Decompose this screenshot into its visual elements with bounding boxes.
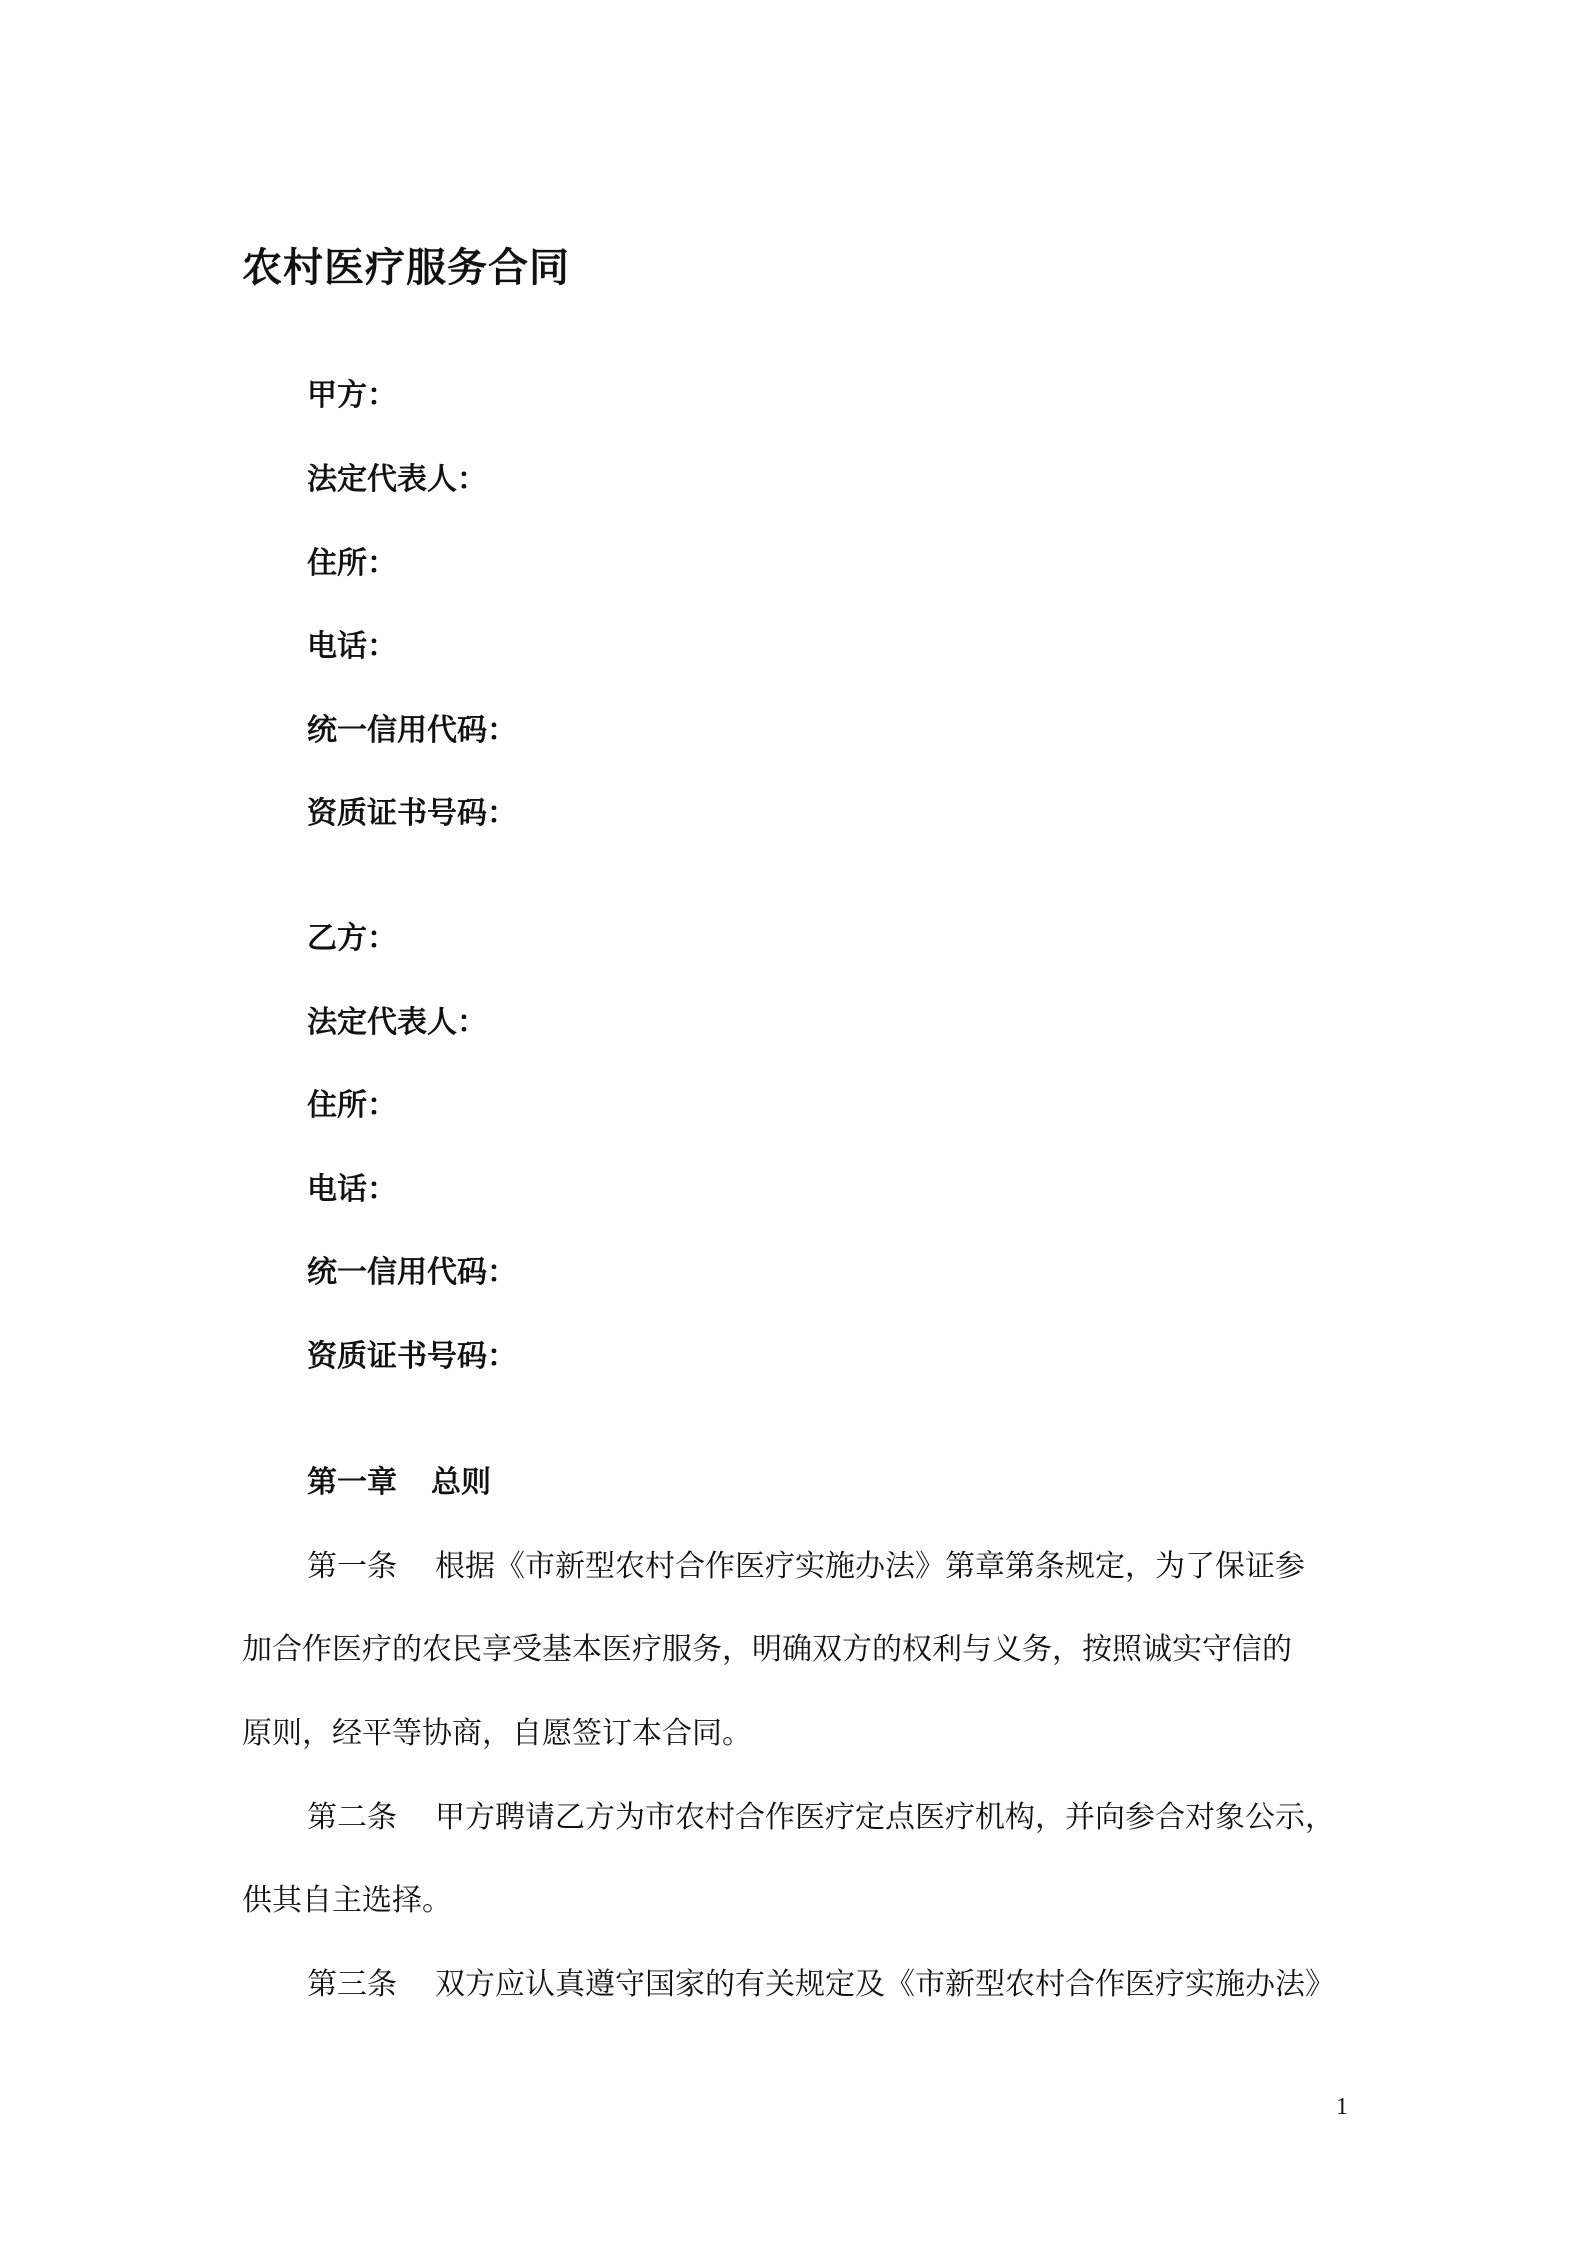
article-1-line-1 [307, 1541, 1305, 1585]
party-b-credit-code: 统一信用代码： [307, 1255, 517, 1290]
article-3-line-1 [307, 1959, 1335, 2003]
article-3-text-1: 双方应认真遵守国家的有关规定及《市新型农村合作医疗实施办法》 [435, 1967, 1335, 2002]
party-a-cert-no: 资质证书号码： [307, 796, 517, 831]
party-a-label: 甲方： [307, 378, 397, 413]
article-1-line-3: 原则，经平等协商，自愿签订本合同。 [242, 1716, 752, 1751]
party-b-address: 住所： [307, 1088, 397, 1123]
party-a-rep: 法定代表人： [307, 462, 487, 497]
party-b-phone: 电话： [307, 1172, 397, 1207]
page-number: 1 [1336, 2094, 1348, 2120]
chapter-name: 总则 [431, 1465, 491, 1500]
party-b-rep: 法定代表人： [307, 1005, 487, 1040]
article-2-text-1: 甲方聘请乙方为市农村合作医疗定点医疗机构，并向参合对象公示， [435, 1800, 1335, 1835]
chapter-number: 第一章 [307, 1465, 397, 1500]
article-2-label: 第二条 [307, 1800, 397, 1835]
article-3-label: 第三条 [307, 1967, 397, 2002]
party-a-address: 住所： [307, 546, 397, 581]
party-b-label: 乙方： [307, 921, 397, 956]
party-b-cert-no: 资质证书号码： [307, 1339, 517, 1374]
article-1-text-1: 根据《市新型农村合作医疗实施办法》第章第条规定，为了保证参 [435, 1549, 1305, 1584]
chapter-heading [307, 1457, 491, 1501]
contract-title: 农村医疗服务合同 [242, 245, 570, 291]
article-1-line-2: 加合作医疗的农民享受基本医疗服务，明确双方的权利与义务，按照诚实守信的 [242, 1632, 1292, 1667]
party-a-credit-code: 统一信用代码： [307, 713, 517, 748]
article-2-line-2: 供其自主选择。 [242, 1883, 452, 1918]
party-a-phone: 电话： [307, 629, 397, 664]
article-1-label: 第一条 [307, 1549, 397, 1584]
article-2-line-1 [307, 1792, 1335, 1836]
